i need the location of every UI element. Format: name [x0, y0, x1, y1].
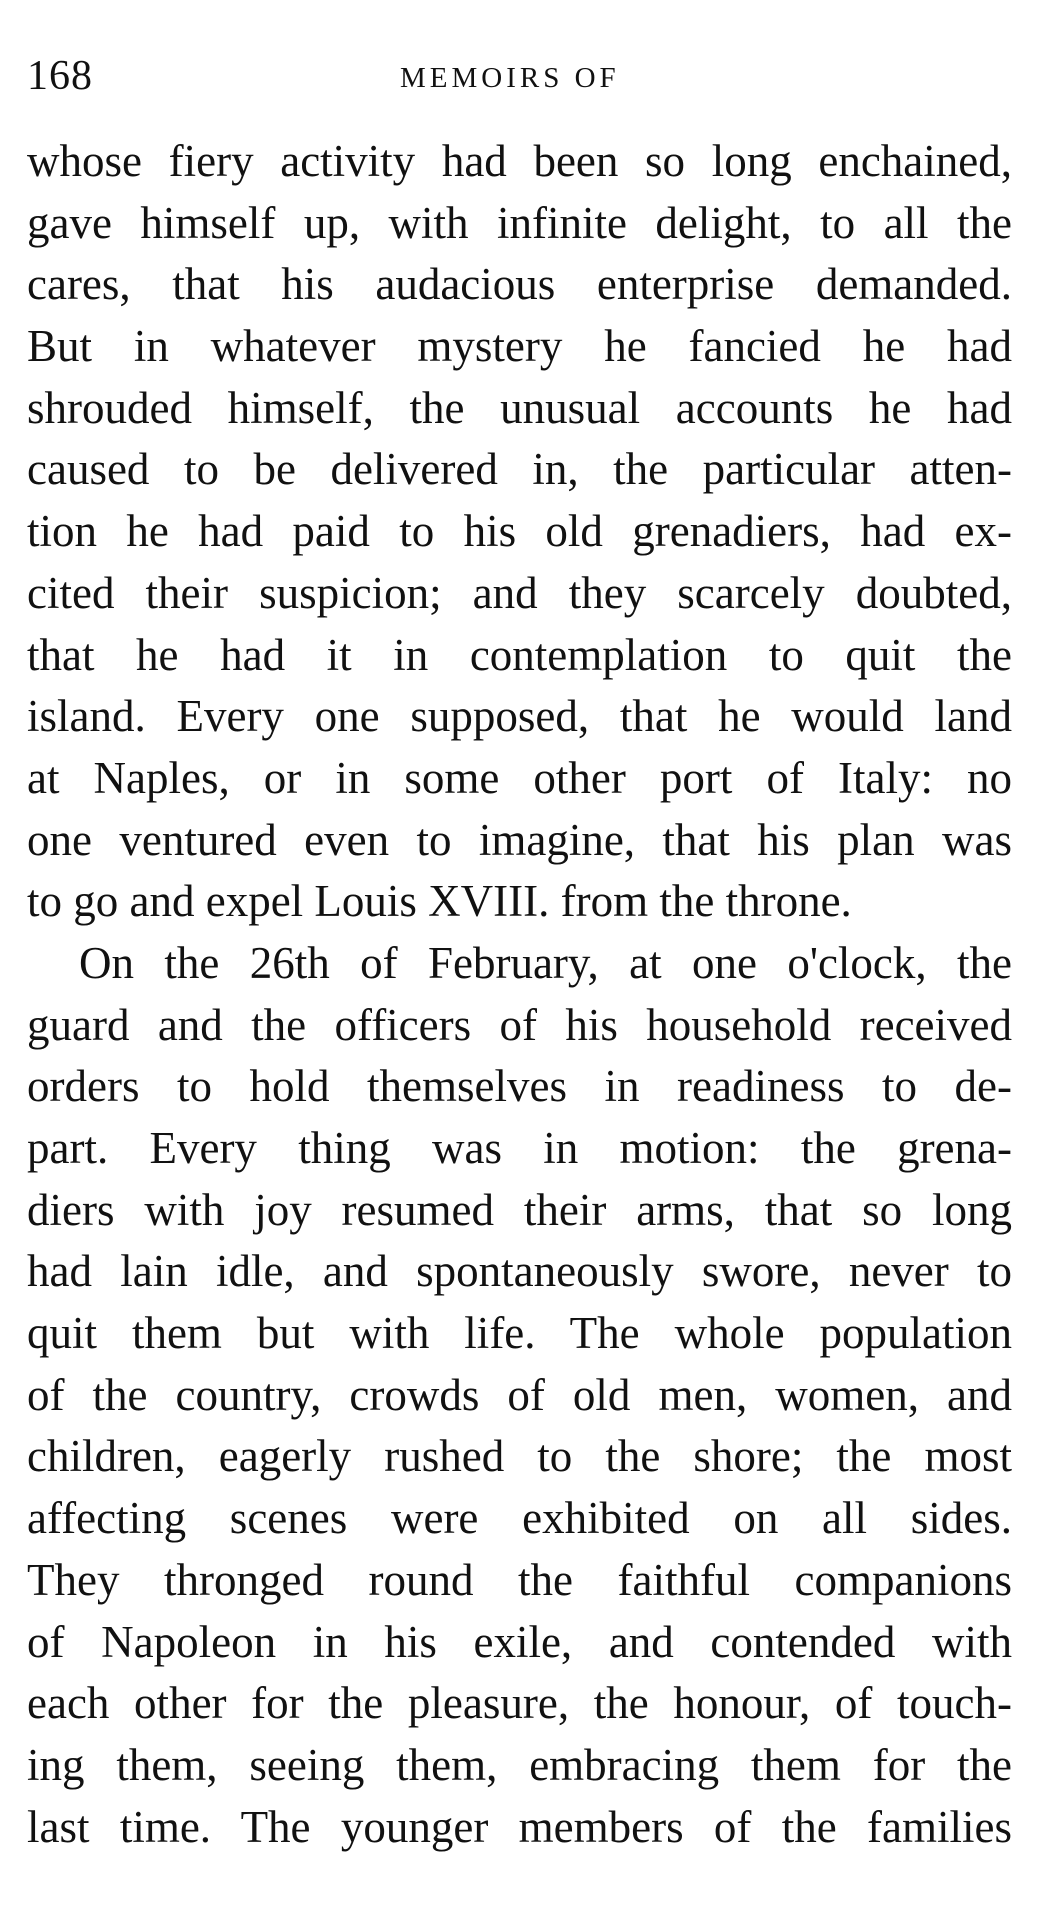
text-line: gave himself up, with infinite delight, to all the [27, 197, 1012, 248]
running-header [0, 46, 1041, 106]
text-line: ing them, seeing them, embracing them for the [27, 1739, 1012, 1790]
text-line: tion he had paid to his old grenadiers, had ex- [27, 506, 1012, 557]
text-line: island. Every one supposed, that he would land [27, 691, 1012, 742]
text-line: cares, that his audacious enterprise demanded. [27, 259, 1012, 310]
text-line: diers with joy resumed their arms, that so long [27, 1184, 1012, 1235]
text-line: But in whatever mystery he fancied he had [27, 321, 1012, 372]
text-line: orders to hold themselves in readiness to de- [27, 1061, 1012, 1112]
running-title: MEMOIRS OF [400, 62, 620, 94]
paragraph-end-line: to go and expel Louis XVIII. from the throne. [27, 876, 852, 927]
paragraph-first-line: On the 26th of February, at one o'clock, the [79, 937, 1012, 988]
text-line: children, eagerly rushed to the shore; the most [27, 1431, 1012, 1482]
text-line: quit them but with life. The whole population [27, 1308, 1012, 1359]
text-line: shrouded himself, the unusual accounts he had [27, 382, 1012, 433]
text-line: guard and the officers of his household received [27, 999, 1012, 1050]
text-line: at Naples, or in some other port of Italy: no [27, 752, 1012, 803]
text-line: one ventured even to imagine, that his plan was [27, 814, 1012, 865]
body-text [27, 131, 1012, 1858]
page-number: 168 [27, 53, 93, 99]
text-line: each other for the pleasure, the honour, of touch- [27, 1678, 1012, 1729]
text-line: cited their suspicion; and they scarcely doubted, [27, 567, 1012, 618]
text-line: part. Every thing was in motion: the grena- [27, 1123, 1012, 1173]
text-line: whose fiery activity had been so long enchained, [27, 136, 1012, 186]
text-line: affecting scenes were exhibited on all sides. [27, 1493, 1012, 1544]
text-line: that he had it in contemplation to quit the [27, 629, 1012, 680]
text-line: last time. The younger members of the families [27, 1801, 1012, 1852]
text-line: They thronged round the faithful companions [27, 1554, 1012, 1605]
text-line: of the country, crowds of old men, women, and [27, 1369, 1012, 1420]
text-line: of Napoleon in his exile, and contended with [27, 1616, 1012, 1667]
text-line: had lain idle, and spontaneously swore, never to [27, 1246, 1012, 1297]
text-line: caused to be delivered in, the particular atten- [27, 444, 1012, 495]
